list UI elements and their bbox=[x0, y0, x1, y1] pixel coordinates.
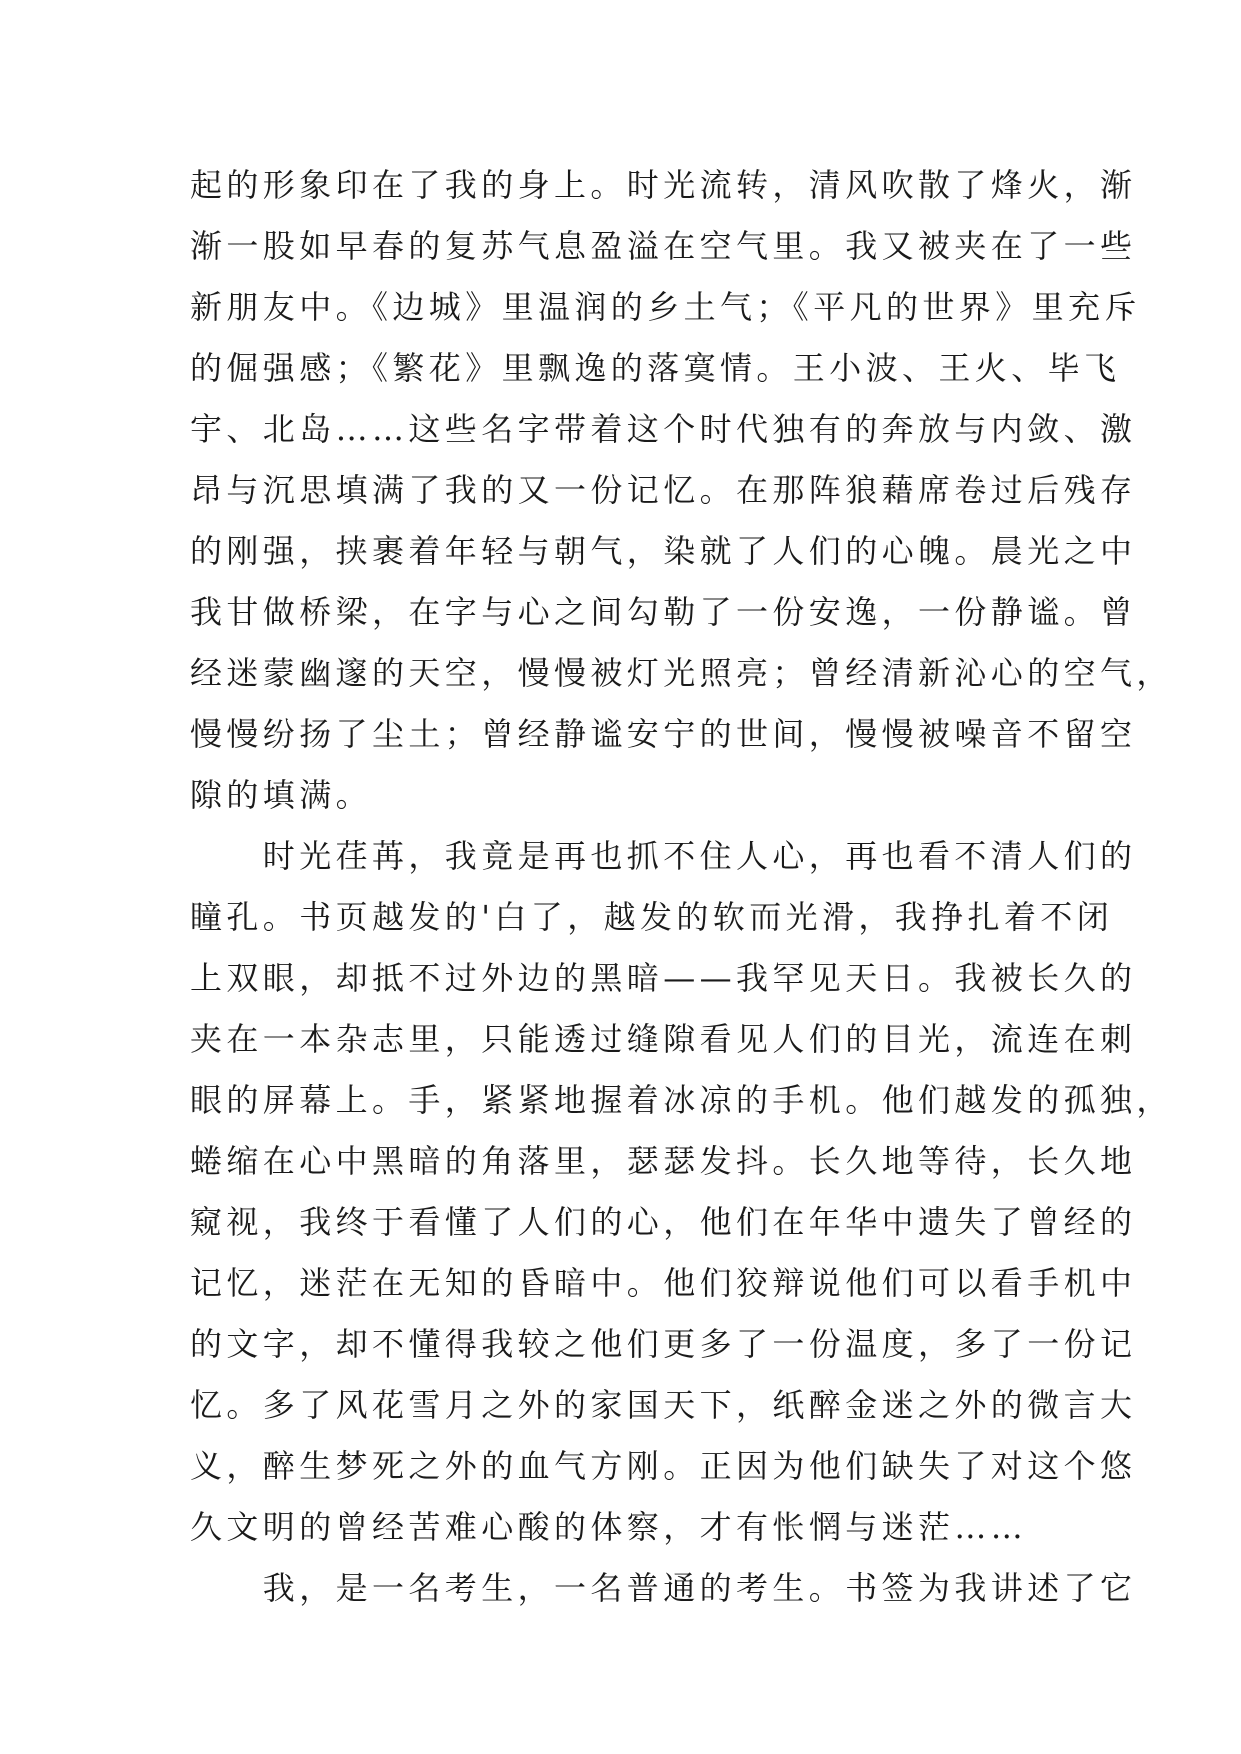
text-line: 眼的屏幕上。手，紧紧地握着冰凉的手机。他们越发的孤独， bbox=[190, 1081, 1173, 1119]
text-line: 记忆，迷茫在无知的昏暗中。他们狡辩说他们可以看手机中 bbox=[190, 1264, 1137, 1302]
text-line: 瞳孔。书页越发的'白了，越发的软而光滑，我挣扎着不闭 bbox=[190, 898, 1114, 936]
text-line: 义，醉生梦死之外的血气方刚。正因为他们缺失了对这个悠 bbox=[190, 1447, 1137, 1485]
text-line: 时光荏苒，我竟是再也抓不住人心，再也看不清人们的 bbox=[190, 837, 1137, 875]
text-line: 慢慢纷扬了尘土；曾经静谧安宁的世间，慢慢被噪音不留空 bbox=[190, 715, 1137, 753]
text-line: 的刚强，挟裹着年轻与朝气，染就了人们的心魄。晨光之中 bbox=[190, 532, 1137, 570]
text-line: 忆。多了风花雪月之外的家国天下，纸醉金迷之外的微言大 bbox=[190, 1386, 1137, 1424]
text-line: 上双眼，却抵不过外边的黑暗——我罕见天日。我被长久的 bbox=[190, 959, 1137, 997]
text-line: 的倔强感；《繁花》里飘逸的落寞情。王小波、王火、毕飞 bbox=[190, 349, 1121, 387]
text-line: 经迷蒙幽邃的天空，慢慢被灯光照亮；曾经清新沁心的空气， bbox=[190, 654, 1173, 692]
text-line: 昂与沉思填满了我的又一份记忆。在那阵狼藉席卷过后残存 bbox=[190, 471, 1137, 509]
text-line: 夹在一本杂志里，只能透过缝隙看见人们的目光，流连在刺 bbox=[190, 1020, 1137, 1058]
text-line: 隙的填满。 bbox=[190, 776, 373, 814]
text-line: 渐一股如早春的复苏气息盈溢在空气里。我又被夹在了一些 bbox=[190, 227, 1137, 265]
text-line: 宇、北岛……这些名字带着这个时代独有的奔放与内敛、激 bbox=[190, 410, 1137, 448]
text-line: 窥视，我终于看懂了人们的心，他们在年华中遗失了曾经的 bbox=[190, 1203, 1137, 1241]
body-text bbox=[190, 155, 1173, 1619]
text-line: 蜷缩在心中黑暗的角落里，瑟瑟发抖。长久地等待，长久地 bbox=[190, 1142, 1137, 1180]
text-line: 起的形象印在了我的身上。时光流转，清风吹散了烽火，渐 bbox=[190, 166, 1137, 204]
text-line: 的文字，却不懂得我较之他们更多了一份温度，多了一份记 bbox=[190, 1325, 1137, 1363]
text-line: 久文明的曾经苦难心酸的体察，才有怅惘与迷茫…… bbox=[190, 1508, 1028, 1546]
text-line: 我甘做桥梁，在字与心之间勾勒了一份安逸，一份静谧。曾 bbox=[190, 593, 1137, 631]
text-line: 新朋友中。《边城》里温润的乡土气；《平凡的世界》里充斥 bbox=[190, 288, 1141, 326]
text-line: 我，是一名考生，一名普通的考生。书签为我讲述了它 bbox=[190, 1569, 1137, 1607]
